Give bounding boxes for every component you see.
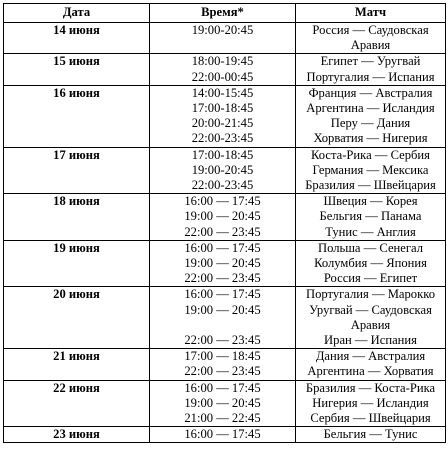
time-cell xyxy=(150,23,296,54)
match-cell xyxy=(296,23,446,54)
time-cell xyxy=(150,287,296,349)
match-item: Россия — Египет xyxy=(323,271,418,286)
match-item: Германия — Мексика xyxy=(312,162,429,177)
time-slot: 17:00-18:45 xyxy=(191,101,254,116)
time-slot: 17:00-18:45 xyxy=(191,147,254,162)
match-item: Аргентина — Хорватия xyxy=(307,364,434,379)
date-text: 16 июня xyxy=(53,85,100,100)
date-cell xyxy=(4,240,150,287)
time-cell xyxy=(150,240,296,287)
time-slot: 20:00-21:45 xyxy=(191,116,254,131)
match-cell xyxy=(296,194,446,241)
time-slot: 22:00 — 23:45 xyxy=(184,364,261,379)
time-slot: 22:00-23:45 xyxy=(191,178,254,193)
day-row xyxy=(4,287,446,349)
match-item: Польша — Сенегал xyxy=(317,240,424,255)
match-cell xyxy=(296,349,446,380)
match-item: Бельгия — Тунис xyxy=(323,427,418,442)
time-spacer xyxy=(152,318,293,333)
match-cell xyxy=(296,85,446,147)
match-item: Сербия — Швейцария xyxy=(310,411,431,426)
date-cell xyxy=(4,194,150,241)
match-item: Бельгия — Панама xyxy=(319,209,422,224)
date-cell xyxy=(4,85,150,147)
day-row xyxy=(4,194,446,241)
match-item: Уругвай — Саудовская Аравия xyxy=(309,302,432,332)
time-slot: 19:00 — 20:45 xyxy=(184,256,261,271)
date-text: 23 июня xyxy=(53,427,100,442)
date-cell xyxy=(4,54,150,85)
time-slot: 17:00 — 18:45 xyxy=(184,349,261,364)
date-column-header: Дата xyxy=(4,4,150,23)
date-cell xyxy=(4,380,150,427)
time-slot: 19:00 — 20:45 xyxy=(184,395,261,410)
match-item: Россия — Саудовская Аравия xyxy=(312,23,429,53)
date-cell xyxy=(4,23,150,54)
time-slot: 22:00-00:45 xyxy=(191,69,254,84)
match-item: Нигерия — Исландия xyxy=(312,395,429,410)
time-slot: 18:00-19:45 xyxy=(191,54,254,69)
day-row xyxy=(4,23,446,54)
time-cell xyxy=(150,85,296,147)
date-text: 21 июня xyxy=(53,349,100,364)
time-slot: 16:00 — 17:45 xyxy=(184,427,261,442)
time-slot: 19:00-20:45 xyxy=(191,23,254,37)
match-cell xyxy=(296,240,446,287)
date-text: 22 июня xyxy=(53,380,100,395)
match-item: Иран — Испания xyxy=(324,333,417,348)
match-item: Коста-Рика — Сербия xyxy=(311,147,430,162)
date-cell xyxy=(4,147,150,194)
date-text: 17 июня xyxy=(53,147,100,162)
date-text: 15 июня xyxy=(53,54,100,69)
day-row xyxy=(4,349,446,380)
match-item: Перу — Дания xyxy=(330,116,411,131)
match-item: Хорватия — Нигерия xyxy=(313,131,428,146)
time-cell xyxy=(150,349,296,380)
schedule-body xyxy=(4,23,446,443)
time-column-header: Время* xyxy=(150,4,296,23)
time-slot: 22:00 — 23:45 xyxy=(184,224,261,239)
day-row xyxy=(4,427,446,443)
time-cell xyxy=(150,194,296,241)
time-cell xyxy=(150,54,296,85)
match-item: Дания — Австралия xyxy=(315,349,426,364)
time-slot: 21:00 — 22:45 xyxy=(184,411,261,426)
time-slot: 19:00 — 20:45 xyxy=(184,209,261,224)
time-slot: 19:00 — 20:45 xyxy=(184,302,261,317)
time-slot: 16:00 — 17:45 xyxy=(184,240,261,255)
date-cell xyxy=(4,349,150,380)
date-text: 19 июня xyxy=(53,240,100,255)
header-row xyxy=(4,4,446,23)
date-cell xyxy=(4,427,150,443)
match-column-header: Матч xyxy=(296,4,446,23)
time-slot: 16:00 — 17:45 xyxy=(184,380,261,395)
match-item: Бразилия — Швейцария xyxy=(305,178,436,193)
match-schedule-table xyxy=(3,3,446,443)
match-item: Аргентина — Исландия xyxy=(306,101,435,116)
match-item: Франция — Австралия xyxy=(308,85,433,100)
time-cell xyxy=(150,147,296,194)
day-row xyxy=(4,54,446,85)
match-cell xyxy=(296,287,446,349)
match-item: Португалия — Испания xyxy=(306,69,435,84)
match-cell xyxy=(296,147,446,194)
match-item: Швеция — Корея xyxy=(323,194,418,209)
match-item: Египет — Уругвай xyxy=(320,54,421,69)
time-cell xyxy=(150,380,296,427)
day-row xyxy=(4,240,446,287)
date-text: 20 июня xyxy=(53,287,100,302)
day-row xyxy=(4,380,446,427)
time-slot: 22:00-23:45 xyxy=(191,131,254,146)
date-cell xyxy=(4,287,150,349)
match-item: Бразилия — Коста-Рика xyxy=(305,380,436,395)
time-slot: 22:00 — 23:45 xyxy=(184,333,261,348)
time-slot: 22:00 — 23:45 xyxy=(184,271,261,286)
day-row xyxy=(4,147,446,194)
date-text: 14 июня xyxy=(53,23,100,37)
time-slot: 14:00-15:45 xyxy=(191,85,254,100)
date-text: 18 июня xyxy=(53,194,100,209)
time-slot: 16:00 — 17:45 xyxy=(184,287,261,302)
time-slot: 19:00-20:45 xyxy=(191,162,254,177)
match-item: Тунис — Англия xyxy=(325,224,416,239)
match-cell xyxy=(296,380,446,427)
day-row xyxy=(4,85,446,147)
time-slot: 16:00 — 17:45 xyxy=(184,194,261,209)
time-cell xyxy=(150,427,296,443)
match-cell xyxy=(296,54,446,85)
match-item: Колумбия — Япония xyxy=(314,256,427,271)
match-item: Португалия — Марокко xyxy=(305,287,435,302)
match-cell xyxy=(296,427,446,443)
